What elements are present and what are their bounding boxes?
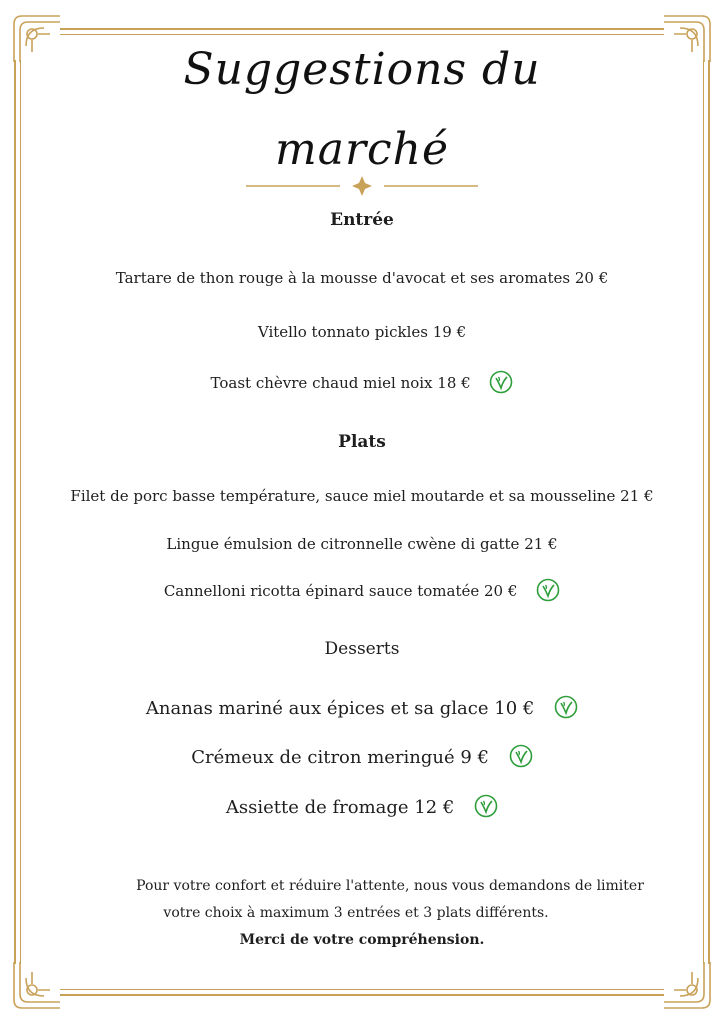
frame-left-outer [14,60,16,964]
frame-bottom-inner [60,989,664,990]
menu-item-text: Toast chèvre chaud miel noix 18 € [210,374,471,392]
frame-top-outer [60,28,664,30]
footer-note-line2: votre choix à maximum 3 entrées et 3 plats différents. [163,905,549,921]
corner-ornament-bottom-left [8,956,66,1014]
thank-you-text: Merci de votre compréhension. [239,932,485,948]
menu-item [0,697,724,721]
vegetarian-icon [489,370,513,394]
frame-bottom-outer [60,994,664,996]
menu-item [0,486,724,506]
menu-item-text: Assiette de fromage 12 € [225,797,455,818]
section-title-plats: Plats [338,432,386,452]
vegetarian-icon [554,695,578,719]
corner-ornament-bottom-right [658,956,716,1014]
frame-left-inner [20,60,21,964]
menu-item [0,534,724,554]
menu-item [0,746,724,770]
four-point-star-icon [352,176,372,196]
menu-item-text: Vitello tonnato pickles 19 € [257,323,467,341]
menu-item-text: Cannelloni ricotta épinard sauce tomatée 20 € [163,582,518,600]
frame-right-inner [703,60,704,964]
menu-item-text: Lingue émulsion de citronnelle cwène di gatte 21 € [166,535,558,553]
frame-right-outer [708,60,710,964]
section-title-entree: Entrée [330,210,394,230]
vegetarian-icon [509,744,533,768]
menu-item-text: Tartare de thon rouge à la mousse d'avocat et ses aromates 20 € [115,269,609,287]
frame-top-inner [60,34,664,35]
title-divider [246,176,478,196]
menu-item-text: Filet de porc basse température, sauce miel moutarde et sa mousseline 21 € [70,487,654,505]
menu-item-text: Ananas mariné aux épices et sa glace 10 € [145,698,535,719]
menu-item [0,796,724,820]
menu-item-text: Crémeux de citron meringué 9 € [191,747,489,768]
page-title-line1: Suggestions du [183,44,541,95]
section-title-desserts: Desserts [324,639,400,659]
vegetarian-icon [536,578,560,602]
menu-item [0,580,724,604]
menu-item [0,322,724,342]
menu-item [0,372,724,396]
menu-item [0,268,724,288]
page-title-line2: marché [274,124,449,175]
footer-note-line1: Pour votre confort et réduire l'attente, nous vous demandons de limiter [136,878,644,894]
footer-note-line3 [0,927,724,953]
vegetarian-icon [474,794,498,818]
